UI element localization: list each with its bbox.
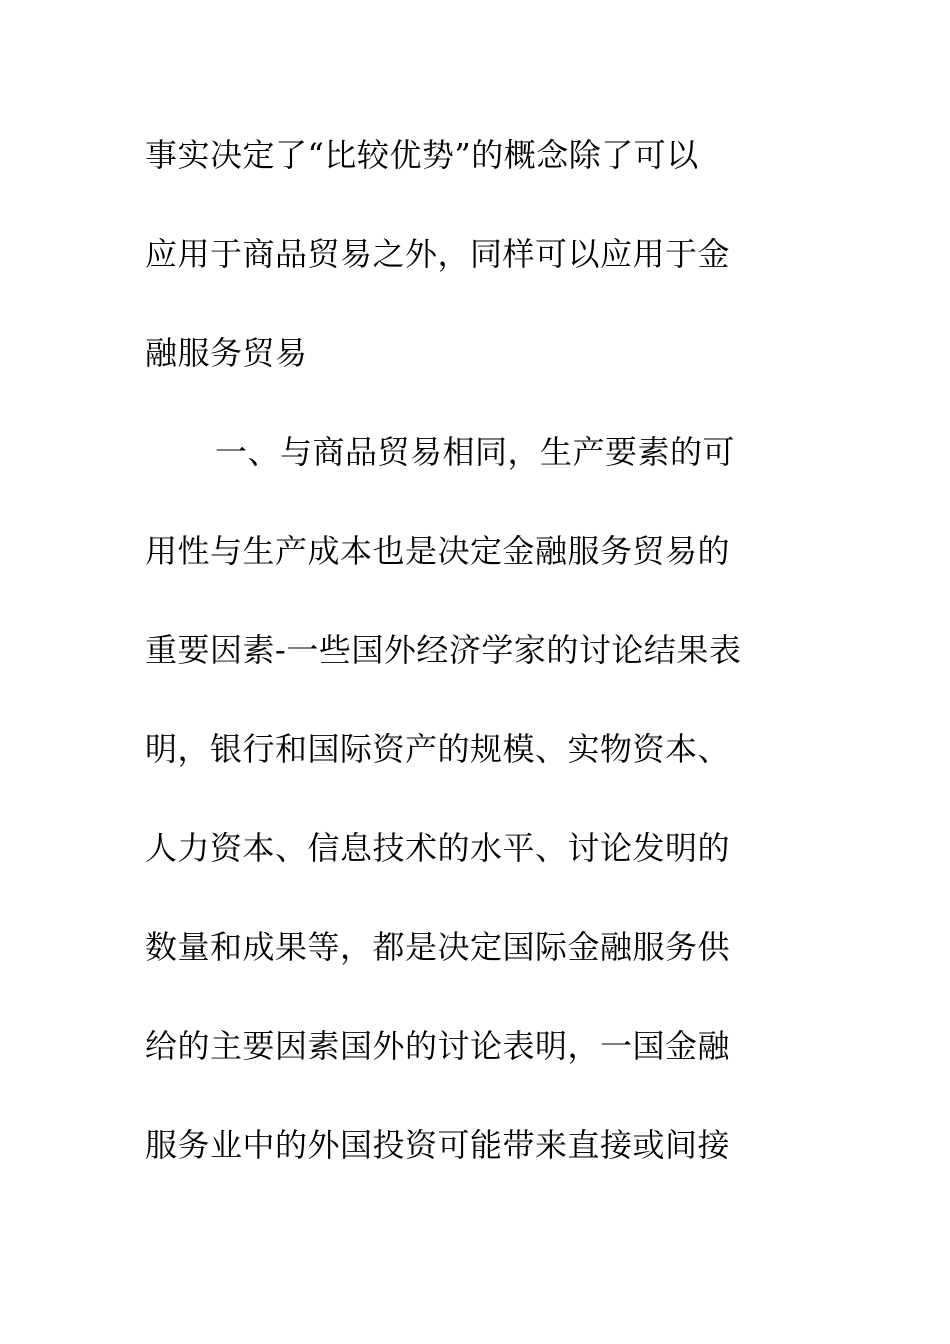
text-line-8: 人力资本、信息技术的水平、讨论发明的 xyxy=(145,829,731,867)
text-line-1: 事实决定了“比较优势”的概念除了可以 xyxy=(145,136,699,174)
text-line-9: 数量和成果等，都是决定国际金融服务供 xyxy=(145,928,731,966)
text-line-6: 重要因素-一些国外经济学家的讨论结果表 xyxy=(145,631,742,669)
text-line-4: 一、与商品贸易相同，生产要素的可 xyxy=(215,433,736,471)
document-body xyxy=(145,126,805,1215)
text-line-3: 融服务贸易 xyxy=(145,334,308,372)
text-line-5: 用性与生产成本也是决定金融服务贸易的 xyxy=(145,532,731,570)
text-line-7: 明，银行和国际资产的规模、实物资本、 xyxy=(145,730,731,768)
text-line-2: 应用于商品贸易之外，同样可以应用于金 xyxy=(145,235,731,273)
text-line-10: 给的主要因素国外的讨论表明，一国金融 xyxy=(145,1027,731,1065)
text-line-11: 服务业中的外国投资可能带来直接或间接 xyxy=(145,1126,731,1164)
